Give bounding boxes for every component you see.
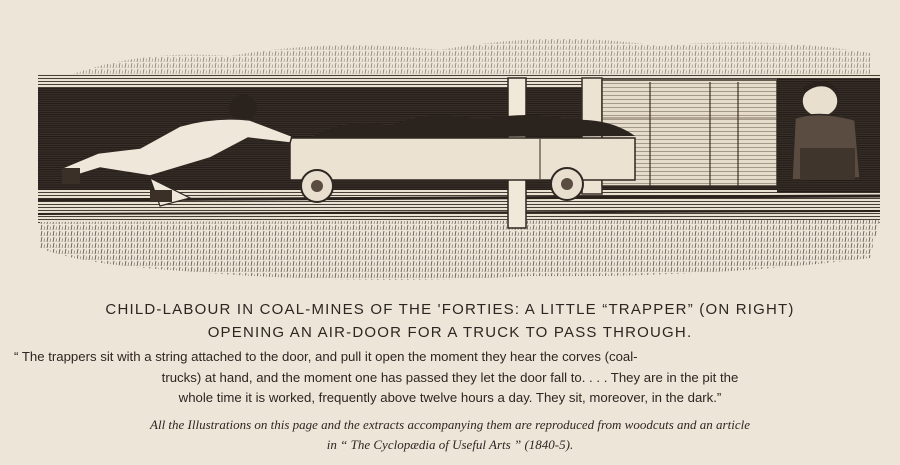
quote-line-1: “ The trappers sit with a string attached to the door, and pull it open the moment they hear the corves (coal- [14, 349, 638, 364]
quote-line-3: whole time it is worked, frequently above twelve hours a day. They sit, moreover, in the dark.” [178, 390, 722, 405]
caption-title-line-2: OPENING AN AIR-DOOR FOR A TRUCK TO PASS THROUGH. [207, 324, 693, 341]
trapper-child-figure [777, 78, 880, 193]
credit-line-2: in “ The Cyclopædia of Useful Arts ” (1840-5). [326, 437, 574, 452]
ground [40, 220, 880, 280]
woodcut-illustration [10, 8, 890, 290]
credit-line-1: All the Illustrations on this page and the extracts accompanying them are reproduced from woodcuts and an article [150, 417, 750, 432]
caption-title-line-1: CHILD-LABOUR IN COAL-MINES OF THE 'FORTIES: A LITTLE “TRAPPER” (ON RIGHT) [105, 301, 795, 318]
quote-line-2: trucks) at hand, and the moment one has passed they let the door fall to. . . . They are in the pit the [161, 370, 739, 385]
